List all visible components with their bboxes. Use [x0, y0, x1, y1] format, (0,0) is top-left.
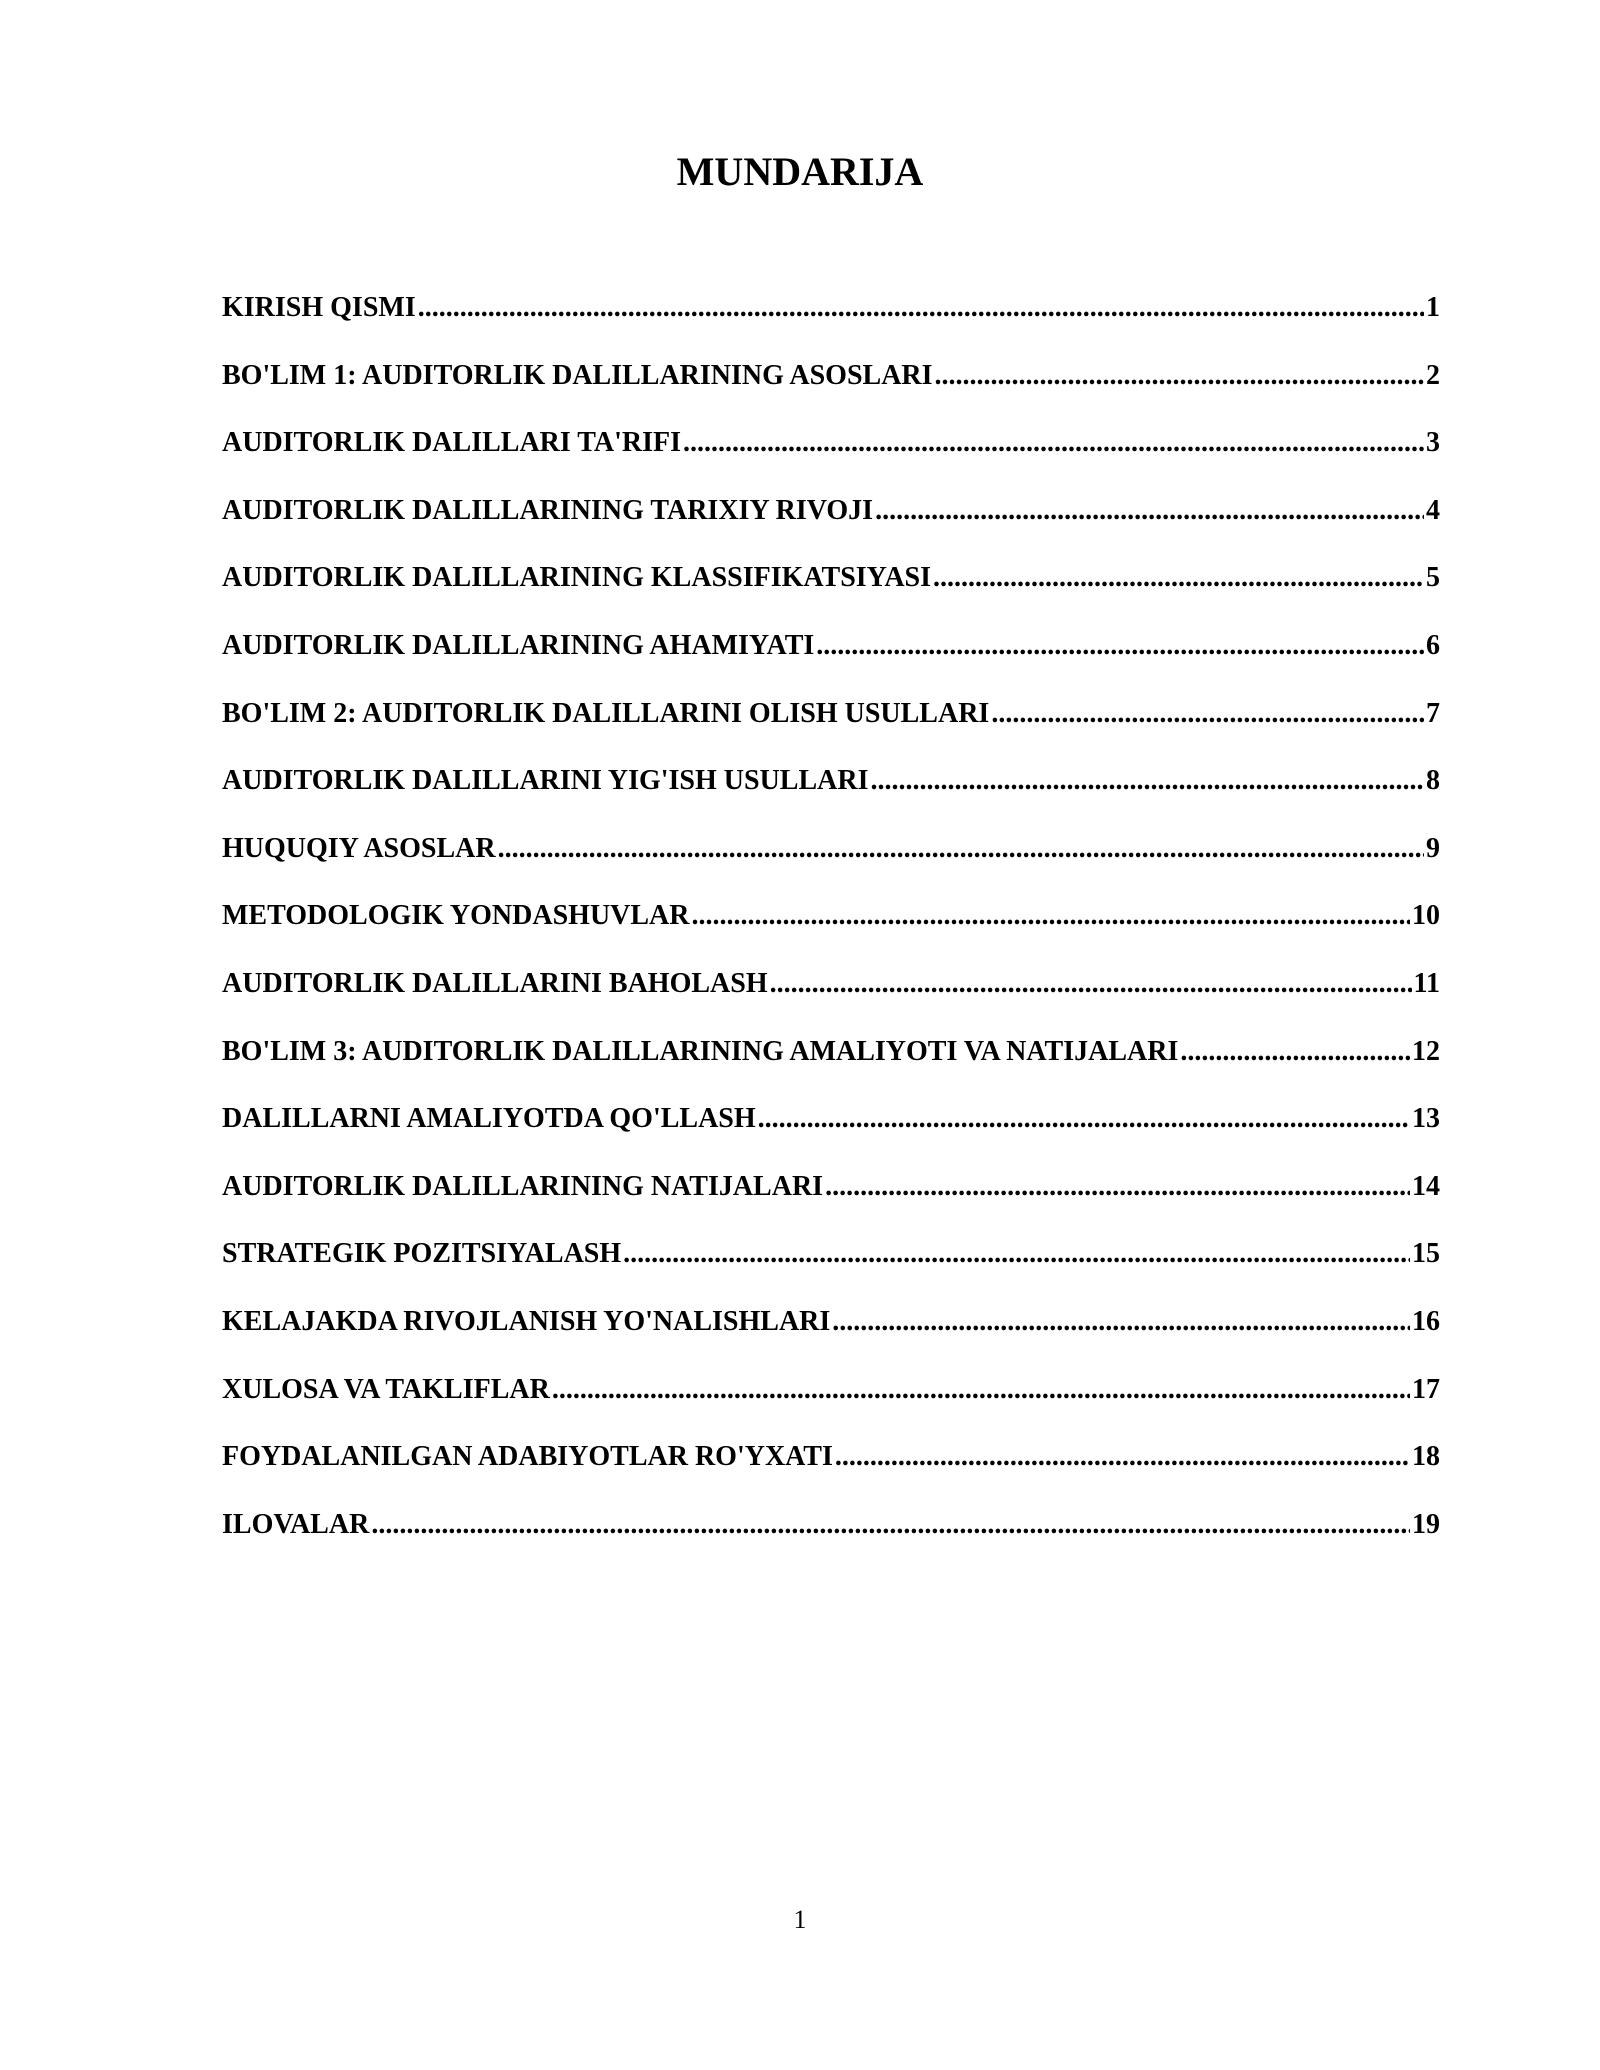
toc-entry-label: XULOSA VA TAKLIFLAR — [222, 1373, 550, 1405]
table-of-contents — [222, 288, 1440, 1572]
toc-entry-label: AUDITORLIK DALILLARINING AHAMIYATI — [222, 629, 815, 661]
toc-entry-label: BO'LIM 2: AUDITORLIK DALILLARINI OLISH USULLARI — [222, 697, 990, 729]
toc-entry[interactable] — [222, 288, 1440, 356]
toc-entry[interactable] — [222, 356, 1440, 424]
toc-entry[interactable] — [222, 1302, 1440, 1370]
toc-entry-label: AUDITORLIK DALILLARINING KLASSIFIKATSIYASI — [222, 562, 932, 594]
toc-dot-leader — [933, 558, 1424, 598]
toc-entry[interactable] — [222, 1370, 1440, 1438]
toc-entry-page-number: 5 — [1426, 562, 1440, 594]
toc-entry-page-number: 18 — [1412, 1441, 1440, 1473]
toc-dot-leader — [871, 761, 1425, 801]
toc-dot-leader — [552, 1370, 1410, 1410]
toc-dot-leader — [832, 1302, 1410, 1342]
toc-entry-page-number: 19 — [1412, 1508, 1440, 1540]
toc-entry-label: METODOLOGIK YONDASHUVLAR — [222, 900, 690, 932]
toc-dot-leader — [418, 288, 1424, 328]
toc-entry-page-number: 7 — [1426, 697, 1440, 729]
toc-entry[interactable] — [222, 1099, 1440, 1167]
toc-entry[interactable] — [222, 1167, 1440, 1235]
toc-dot-leader — [816, 626, 1424, 666]
toc-dot-leader — [758, 1099, 1410, 1139]
toc-entry-label: AUDITORLIK DALILLARINI BAHOLASH — [222, 967, 768, 999]
toc-entry-label: BO'LIM 1: AUDITORLIK DALILLARINING ASOSLARI — [222, 359, 933, 391]
toc-entry[interactable] — [222, 896, 1440, 964]
toc-entry-page-number: 14 — [1412, 1170, 1440, 1202]
toc-entry-label: HUQUQIY ASOSLAR — [222, 832, 496, 864]
toc-entry-label: KIRISH QISMI — [222, 292, 416, 323]
page-number: 1 — [793, 1905, 807, 1934]
toc-entry-page-number: 17 — [1412, 1373, 1440, 1405]
toc-entry-page-number: 2 — [1426, 359, 1440, 391]
toc-entry-label: BO'LIM 3: AUDITORLIK DALILLARINING AMALIYOTI VA NATIJALARI — [222, 1035, 1179, 1067]
toc-entry[interactable] — [222, 964, 1440, 1032]
toc-entry-page-number: 15 — [1412, 1238, 1440, 1270]
toc-entry-page-number: 3 — [1426, 427, 1440, 459]
toc-entry-page-number: 8 — [1426, 765, 1440, 797]
toc-entry-label: DALILLARNI AMALIYOTDA QO'LLASH — [222, 1103, 756, 1135]
toc-dot-leader — [371, 1505, 1410, 1545]
toc-entry[interactable] — [222, 1234, 1440, 1302]
toc-entry[interactable] — [222, 423, 1440, 491]
toc-dot-leader — [991, 694, 1424, 734]
toc-dot-leader — [498, 829, 1424, 869]
toc-dot-leader — [935, 356, 1424, 396]
toc-entry-page-number: 4 — [1426, 494, 1440, 526]
toc-entry-page-number: 13 — [1412, 1103, 1440, 1135]
page-title: MUNDARIJA — [676, 149, 924, 194]
toc-entry[interactable] — [222, 694, 1440, 762]
toc-entry-page-number: 10 — [1412, 900, 1440, 932]
toc-entry[interactable] — [222, 1505, 1440, 1573]
toc-entry[interactable] — [222, 1032, 1440, 1100]
toc-entry-label: KELAJAKDA RIVOJLANISH YO'NALISHLARI — [222, 1305, 831, 1337]
toc-entry-label: AUDITORLIK DALILLARINI YIG'ISH USULLARI — [222, 765, 869, 797]
toc-entry-label: ILOVALAR — [222, 1508, 370, 1540]
toc-dot-leader — [692, 896, 1411, 936]
toc-dot-leader — [623, 1234, 1410, 1274]
toc-entry[interactable] — [222, 491, 1440, 559]
toc-dot-leader — [835, 1437, 1410, 1477]
toc-dot-leader — [683, 423, 1424, 463]
toc-entry-page-number: 9 — [1426, 832, 1440, 864]
toc-entry-page-number: 1 — [1426, 292, 1440, 323]
toc-entry[interactable] — [222, 761, 1440, 829]
toc-entry-page-number: 16 — [1412, 1305, 1440, 1337]
toc-entry-label: AUDITORLIK DALILLARINING TARIXIY RIVOJI — [222, 494, 874, 526]
toc-entry-page-number: 6 — [1426, 629, 1440, 661]
toc-entry-label: AUDITORLIK DALILLARINING NATIJALARI — [222, 1170, 824, 1202]
toc-entry-label: FOYDALANILGAN ADABIYOTLAR RO'YXATI — [222, 1441, 833, 1473]
toc-dot-leader — [825, 1167, 1410, 1207]
toc-entry[interactable] — [222, 1437, 1440, 1505]
toc-dot-leader — [1180, 1032, 1410, 1072]
toc-entry[interactable] — [222, 626, 1440, 694]
toc-dot-leader — [875, 491, 1424, 531]
toc-dot-leader — [770, 964, 1412, 1004]
toc-entry-page-number: 11 — [1413, 967, 1440, 999]
toc-entry[interactable] — [222, 829, 1440, 897]
toc-entry-page-number: 12 — [1412, 1035, 1440, 1067]
toc-entry-label: STRATEGIK POZITSIYALASH — [222, 1238, 622, 1270]
toc-entry[interactable] — [222, 558, 1440, 626]
toc-entry-label: AUDITORLIK DALILLARI TA'RIFI — [222, 427, 681, 459]
